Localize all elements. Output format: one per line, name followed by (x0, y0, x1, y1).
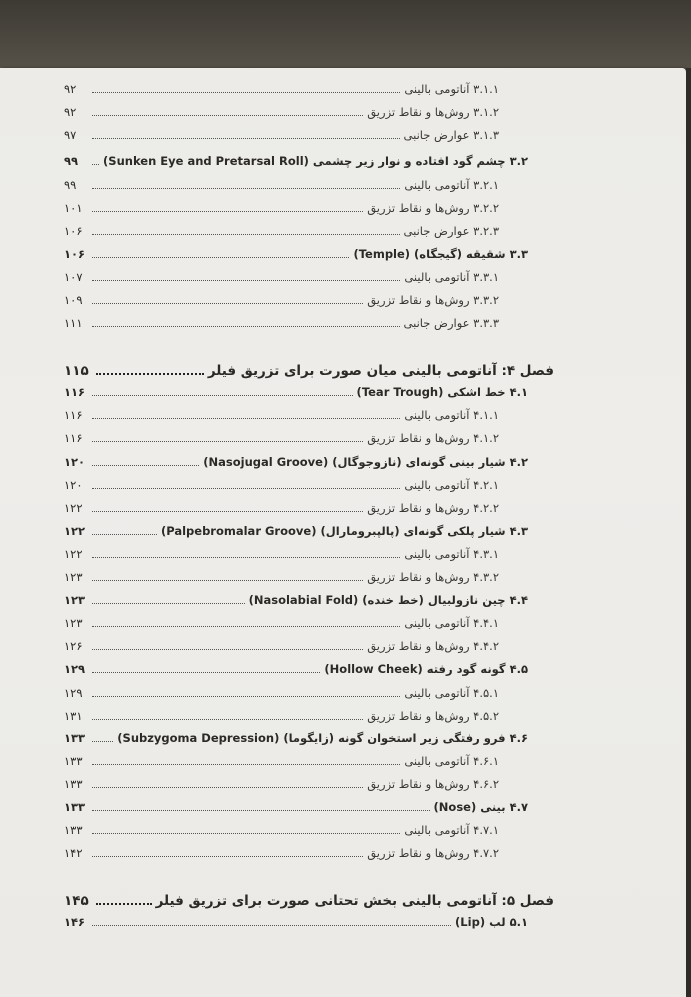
toc-entry-page: ۱۱۶ (64, 385, 86, 399)
toc-entry-title: ۴.۱ خط اشکی (Tear Trough) (356, 385, 528, 399)
toc-entry-page: ۹۲ (64, 105, 77, 119)
dot-leader (92, 279, 400, 281)
toc-subsection (64, 842, 554, 862)
toc-entry-page: ۱۳۳ (64, 777, 83, 791)
toc-entry-title: ۴.۷.۲ روش‌ها و نقاط تزریق (367, 846, 499, 860)
dot-leader (92, 648, 363, 650)
toc-entry-page: ۹۹ (64, 178, 77, 192)
toc-entry-title: فصل ۴: آناتومی بالینی میان صورت برای تزریق فیلر (207, 363, 554, 379)
toc-entry-title: ۳.۳.۲ روش‌ها و نقاط تزریق (367, 293, 499, 307)
toc-subsection (64, 124, 554, 144)
dot-leader (92, 579, 363, 581)
toc-subsection (64, 474, 554, 494)
dot-leader (92, 256, 349, 258)
toc-subsection (64, 220, 554, 240)
toc-entry-title: ۴.۶ فرو رفتگی زیر استخوان گونه (زایگوما) (Subzygoma Depression) (117, 731, 528, 745)
toc-entry-page: ۱۲۰ (64, 455, 86, 469)
toc-entry-page: ۱۴۶ (64, 915, 86, 929)
toc-entry-title: ۴.۷ بینی (Nose) (433, 800, 528, 814)
dot-leader (92, 163, 99, 165)
dot-leader (92, 440, 363, 442)
toc-entry-title: ۳.۲.۳ عوارض جانبی (403, 224, 499, 238)
toc-chapter (64, 888, 554, 910)
toc-entry-title: ۴.۱.۱ آناتومی بالینی (404, 408, 499, 422)
dot-leader (92, 233, 400, 235)
toc-section (64, 520, 554, 540)
dot-leader (92, 924, 451, 926)
toc-entry-title: ۴.۴.۱ آناتومی بالینی (404, 616, 499, 630)
toc-entry-page: ۹۷ (64, 128, 77, 142)
toc-subsection (64, 612, 554, 632)
toc-entry-page: ۱۲۳ (64, 616, 83, 630)
dot-leader (92, 602, 245, 604)
toc-entry-title: ۴.۲.۱ آناتومی بالینی (404, 478, 499, 492)
toc-section (64, 451, 554, 471)
toc-entry-page: ۱۲۹ (64, 662, 86, 676)
toc-entry-title: ۴.۳.۱ آناتومی بالینی (404, 547, 499, 561)
dot-leader (92, 487, 400, 489)
toc-section (64, 727, 554, 747)
dot-leader (92, 302, 363, 304)
toc-subsection (64, 773, 554, 793)
toc-entry-page: ۹۲ (64, 82, 77, 96)
toc-subsection (64, 819, 554, 839)
toc-section (64, 796, 554, 816)
toc-entry-page: ۱۲۲ (64, 524, 86, 538)
toc-entry-title: ۳.۱.۳ عوارض جانبی (403, 128, 499, 142)
dot-leader (92, 394, 353, 396)
toc-subsection (64, 682, 554, 702)
dot-leader (92, 556, 400, 558)
dot-leader (92, 763, 400, 765)
toc-entry-page: ۱۲۲ (64, 547, 83, 561)
dot-leader (92, 718, 363, 720)
toc-subsection (64, 289, 554, 309)
toc-subsection (64, 635, 554, 655)
toc-entry-page: ۱۴۵ (64, 893, 89, 909)
toc-entry-title: ۴.۱.۲ روش‌ها و نقاط تزریق (367, 431, 499, 445)
toc-entry-title: ۳.۲.۱ آناتومی بالینی (404, 178, 499, 192)
dot-leader (96, 902, 152, 905)
toc-subsection (64, 174, 554, 194)
toc-entry-page: ۱۱۱ (64, 316, 83, 330)
dot-leader (92, 187, 400, 189)
toc-section (64, 381, 554, 401)
toc-entry-title: ۴.۷.۱ آناتومی بالینی (404, 823, 499, 837)
dot-leader (92, 533, 157, 535)
toc-subsection (64, 197, 554, 217)
dot-leader (92, 114, 363, 116)
toc-section (64, 658, 554, 678)
toc-section (64, 911, 554, 931)
toc-subsection (64, 750, 554, 770)
dot-leader (92, 137, 400, 139)
toc-entry-title: ۴.۶.۱ آناتومی بالینی (404, 754, 499, 768)
toc-entry-title: ۳.۲ چشم گود افتاده و نوار زیر چشمی (Sunken Eye and Pretarsal Roll) (103, 154, 528, 168)
toc-entry-page: ۱۳۳ (64, 800, 86, 814)
toc-entry-page: ۹۹ (64, 154, 79, 168)
toc-entry-title: ۳.۳ شقیقه (گیجگاه) (Temple) (353, 247, 528, 261)
toc-subsection (64, 101, 554, 121)
toc-entry-title: ۳.۲.۲ روش‌ها و نقاط تزریق (367, 201, 499, 215)
toc-entry-title: ۴.۵.۲ روش‌ها و نقاط تزریق (367, 709, 499, 723)
toc-entry-page: ۱۱۶ (64, 431, 83, 445)
dot-leader (92, 417, 400, 419)
dot-leader (92, 91, 400, 93)
toc-entry-page: ۱۲۳ (64, 570, 83, 584)
toc-subsection (64, 497, 554, 517)
toc-subsection (64, 266, 554, 286)
toc-entry-title: ۴.۲.۲ روش‌ها و نقاط تزریق (367, 501, 499, 515)
toc-entry-title: ۳.۱.۱ آناتومی بالینی (404, 82, 499, 96)
toc-entry-page: ۱۲۲ (64, 501, 83, 515)
toc-entry-page: ۱۴۲ (64, 846, 83, 860)
dot-leader (92, 510, 363, 512)
toc-entry-page: ۱۲۹ (64, 686, 83, 700)
toc-entry-title: ۳.۳.۱ آناتومی بالینی (404, 270, 499, 284)
toc-section (64, 243, 554, 263)
dot-leader (92, 625, 400, 627)
toc-subsection (64, 78, 554, 98)
toc-entry-page: ۱۰۹ (64, 293, 83, 307)
toc-entry-page: ۱۰۱ (64, 201, 83, 215)
dot-leader (92, 325, 400, 327)
dot-leader (92, 210, 363, 212)
toc-section (64, 150, 554, 170)
toc-entry-page: ۱۳۳ (64, 754, 83, 768)
toc-subsection (64, 566, 554, 586)
dot-leader (92, 464, 199, 466)
dot-leader (92, 832, 400, 834)
toc-entry-title: ۵.۱ لب (Lip) (455, 915, 528, 929)
toc-entry-title: ۴.۲ شیار بینی گونه‌ای (نازوجوگال) (Nasojugal Groove) (203, 455, 528, 469)
dot-leader (92, 740, 113, 742)
toc-entry-page: ۱۳۳ (64, 731, 86, 745)
toc-subsection (64, 427, 554, 447)
toc-entry-title: ۳.۳.۳ عوارض جانبی (403, 316, 499, 330)
toc-chapter (64, 358, 554, 380)
toc-subsection (64, 705, 554, 725)
toc-entry-page: ۱۰۶ (64, 247, 86, 261)
toc-entry-title: ۴.۵ گونه گود رفته (Hollow Cheek) (324, 662, 528, 676)
toc-entry-page: ۱۳۳ (64, 823, 83, 837)
toc-entry-title: ۴.۳ شیار پلکی گونه‌ای (پالپبرومارال) (Palpebromalar Groove) (160, 524, 528, 538)
toc-entry-page: ۱۲۶ (64, 639, 83, 653)
toc-entry-title: ۴.۵.۱ آناتومی بالینی (404, 686, 499, 700)
dot-leader (92, 855, 363, 857)
dot-leader (92, 671, 320, 673)
toc-entry-page: ۱۲۳ (64, 593, 86, 607)
toc-entry-title: ۴.۶.۲ روش‌ها و نقاط تزریق (367, 777, 499, 791)
dot-leader (96, 372, 204, 375)
toc-entry-page: ۱۰۶ (64, 224, 83, 238)
dot-leader (92, 695, 400, 697)
toc-entry-title: ۴.۴ چین نازولبیال (خط خنده) (Nasolabial Fold) (248, 593, 528, 607)
dot-leader (92, 786, 363, 788)
toc-section (64, 589, 554, 609)
toc-entry-page: ۱۲۰ (64, 478, 83, 492)
toc-entry-page: ۱۱۶ (64, 408, 83, 422)
toc-subsection (64, 543, 554, 563)
toc-entry-title: ۴.۳.۲ روش‌ها و نقاط تزریق (367, 570, 499, 584)
toc-entry-page: ۱۳۱ (64, 709, 83, 723)
toc-entry-title: ۴.۴.۲ روش‌ها و نقاط تزریق (367, 639, 499, 653)
toc-entry-title: فصل ۵: آناتومی بالینی بخش تحتانی صورت برای تزریق فیلر (155, 893, 554, 909)
toc-entry-page: ۱۰۷ (64, 270, 83, 284)
toc-entry-page: ۱۱۵ (64, 363, 89, 379)
toc-subsection (64, 312, 554, 332)
page-edge (686, 68, 691, 997)
background-desk (0, 0, 691, 78)
dot-leader (92, 809, 430, 811)
toc-subsection (64, 404, 554, 424)
toc-entry-title: ۳.۱.۲ روش‌ها و نقاط تزریق (367, 105, 499, 119)
